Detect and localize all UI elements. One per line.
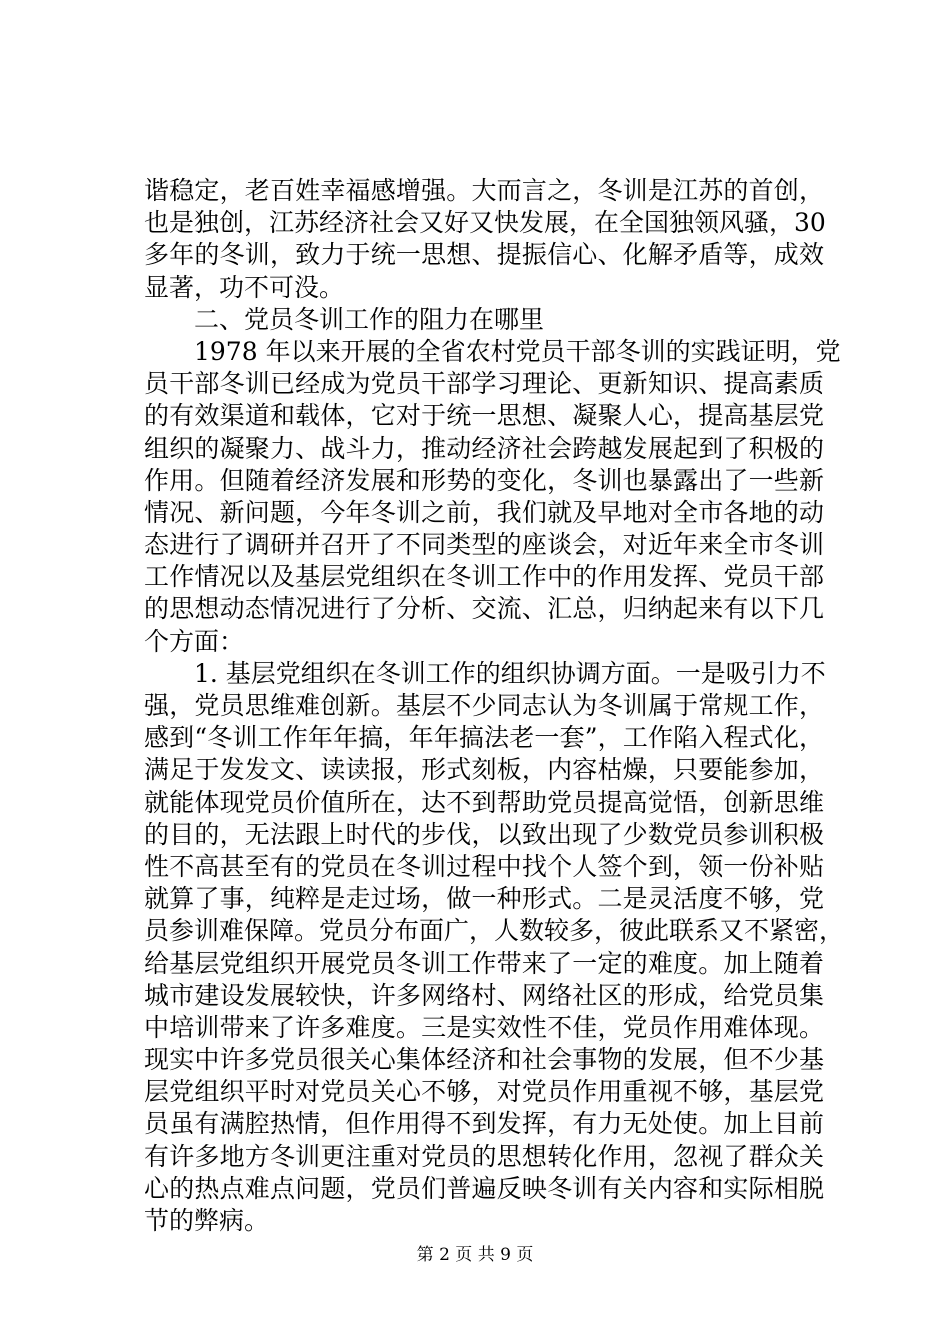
text-line: 谐稳定，老百姓幸福感增强。大而言之，冬训是江苏的首创， <box>144 176 824 205</box>
text-line: 的目的，无法跟上时代的步伐，以致出现了少数党员参训积极 <box>144 819 824 849</box>
text-line: 就能体现党员价值所在，达不到帮助党员提高觉悟，创新思维 <box>144 787 824 817</box>
text-line: 员虽有满腔热情，但作用得不到发挥，有力无处使。加上目前 <box>144 1109 824 1139</box>
text-line: 也是独创，江苏经济社会又好又快发展，在全国独领风骚，30 <box>144 208 826 238</box>
text-line: 员干部冬训已经成为党员干部学习理论、更新知识、提高素质 <box>144 369 824 399</box>
text-line: 给基层党组织开展党员冬训工作带来了一定的难度。加上随着 <box>144 948 824 978</box>
text-line: 就算了事，纯粹是走过场，做一种形式。二是灵活度不够，党 <box>144 884 824 914</box>
text-line: 显著，功不可没。 <box>144 272 345 302</box>
text-line: 心的热点难点问题，党员们普遍反映冬训有关内容和实际相脱 <box>144 1173 824 1203</box>
text-line: 组织的凝聚力、战斗力，推动经济社会跨越发展起到了积极的 <box>144 433 824 463</box>
text-line: 性不高甚至有的党员在冬训过程中找个人签个到，领一份补贴 <box>144 851 824 881</box>
section-heading: 二、党员冬训工作的阻力在哪里 <box>144 304 545 334</box>
text-line: 员参训难保障。党员分布面广，人数较多，彼此联系又不紧密， <box>144 916 845 946</box>
page-footer <box>0 1244 950 1266</box>
text-line: 作用。但随着经济发展和形势的变化，冬训也暴露出了一些新 <box>144 465 824 495</box>
text-line: 1978 年以来开展的全省农村党员干部冬训的实践证明，党 <box>144 336 841 366</box>
text-line: 强，党员思维难创新。基层不少同志认为冬训属于常规工作， <box>144 691 824 720</box>
text-line: 中培训带来了许多难度。三是实效性不佳，党员作用难体现。 <box>144 1012 824 1042</box>
page-number-label: 第 2 页 共 9 页 <box>416 1245 534 1265</box>
text-line: 工作情况以及基层党组织在冬训工作中的作用发挥、党员干部 <box>144 562 824 592</box>
text-line: 1. 基层党组织在冬训工作的组织协调方面。一是吸引力不 <box>144 658 826 688</box>
text-line: 城市建设发展较快，许多网络村、网络社区的形成，给党员集 <box>144 980 824 1010</box>
text-line: 情况、新问题，今年冬训之前，我们就及早地对全市各地的动 <box>144 497 824 527</box>
text-line: 感到“冬训工作年年搞，年年搞法老一套”，工作陷入程式化， <box>144 723 824 753</box>
text-line: 现实中许多党员很关心集体经济和社会事物的发展，但不少基 <box>144 1045 824 1075</box>
text-line: 多年的冬训，致力于统一思想、提振信心、化解矛盾等，成效 <box>144 240 824 270</box>
text-line: 态进行了调研并召开了不同类型的座谈会，对近年来全市冬训 <box>144 530 824 560</box>
text-line: 的有效渠道和载体，它对于统一思想、凝聚人心，提高基层党 <box>144 401 824 431</box>
text-line: 满足于发发文、读读报，形式刻板，内容枯燥，只要能参加， <box>144 755 824 785</box>
text-line: 有许多地方冬训更注重对党员的思想转化作用，忽视了群众关 <box>144 1141 824 1171</box>
text-line: 层党组织平时对党员关心不够，对党员作用重视不够，基层党 <box>144 1077 824 1107</box>
text-line: 个方面： <box>144 626 245 656</box>
text-line: 节的弊病。 <box>144 1206 270 1235</box>
document-body <box>144 175 845 1237</box>
text-line: 的思想动态情况进行了分析、交流、汇总，归纳起来有以下几 <box>144 594 824 624</box>
